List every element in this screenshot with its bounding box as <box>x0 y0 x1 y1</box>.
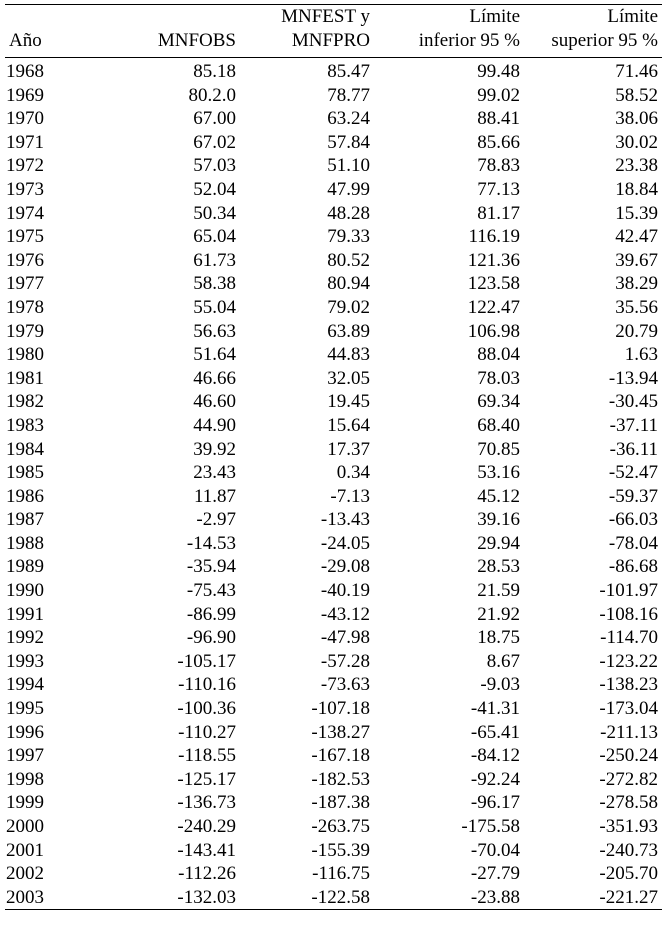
table-body <box>5 58 662 910</box>
table-row <box>5 131 662 155</box>
cell-upper-limit: -36.11 <box>609 438 658 460</box>
table-row <box>5 579 662 603</box>
cell-lower-limit: -27.79 <box>470 863 520 885</box>
cell-mnfobs: 58.38 <box>193 273 236 295</box>
cell-mnfobs: 67.02 <box>193 131 236 153</box>
cell-mnfobs: 46.60 <box>193 391 236 413</box>
cell-year: 1971 <box>6 131 44 153</box>
cell-lower-limit: -9.03 <box>480 674 520 696</box>
cell-upper-limit: 15.39 <box>615 202 658 224</box>
cell-mnfest-mnfpro: -40.19 <box>320 580 370 602</box>
cell-upper-limit: -52.47 <box>608 462 658 484</box>
cell-upper-limit: -86.68 <box>608 556 658 578</box>
cell-year: 1991 <box>6 603 44 625</box>
cell-mnfobs: -96.90 <box>186 627 236 649</box>
cell-upper-limit: -78.04 <box>608 532 658 554</box>
cell-lower-limit: 39.16 <box>477 509 520 531</box>
table-row <box>5 438 662 462</box>
cell-mnfest-mnfpro: -116.75 <box>312 863 370 885</box>
cell-mnfest-mnfpro: -24.05 <box>320 532 370 554</box>
cell-lower-limit: 29.94 <box>477 532 520 554</box>
table-row <box>5 154 662 178</box>
data-table-container <box>5 4 662 910</box>
table-row <box>5 367 662 391</box>
cell-upper-limit: -123.22 <box>599 650 658 672</box>
cell-mnfobs: 67.00 <box>193 108 236 130</box>
table-row <box>5 178 662 202</box>
cell-mnfest-mnfpro: 63.89 <box>327 320 370 342</box>
cell-mnfest-mnfpro: -7.13 <box>330 485 370 507</box>
cell-upper-limit: 42.47 <box>615 226 658 248</box>
cell-upper-limit: -278.58 <box>599 792 658 814</box>
header-upper-limit: Límite superior 95 % <box>524 5 662 58</box>
cell-mnfobs: -86.99 <box>186 603 236 625</box>
cell-year: 1978 <box>6 296 44 318</box>
table-row <box>5 768 662 792</box>
header-year: Año <box>5 5 97 58</box>
data-table <box>5 4 662 910</box>
cell-lower-limit: -23.88 <box>374 886 524 910</box>
cell-year: 2003 <box>5 886 97 910</box>
cell-mnfest-mnfpro: -57.28 <box>320 650 370 672</box>
cell-lower-limit: 53.16 <box>477 462 520 484</box>
cell-year: 1970 <box>6 108 44 130</box>
cell-year: 1993 <box>6 650 44 672</box>
cell-upper-limit: 38.06 <box>615 108 658 130</box>
cell-mnfobs: 46.66 <box>193 367 236 389</box>
cell-year: 1973 <box>6 178 44 200</box>
cell-mnfobs: -136.73 <box>177 792 236 814</box>
cell-mnfest-mnfpro: 0.34 <box>336 462 370 484</box>
cell-year: 1977 <box>6 273 44 295</box>
table-header <box>5 5 662 58</box>
cell-mnfest-mnfpro: -167.18 <box>311 745 370 767</box>
cell-mnfest-mnfpro: 47.99 <box>327 178 370 200</box>
cell-mnfobs: -105.17 <box>177 650 236 672</box>
cell-lower-limit: 121.36 <box>467 249 520 271</box>
table-row <box>5 791 662 815</box>
cell-mnfest-mnfpro: 78.77 <box>327 84 370 106</box>
cell-mnfobs: -125.17 <box>177 768 236 790</box>
table-row <box>5 84 662 108</box>
table-row <box>5 744 662 768</box>
cell-mnfest-mnfpro: 79.33 <box>327 226 370 248</box>
cell-upper-limit: 58.52 <box>615 84 658 106</box>
cell-mnfest-mnfpro: 80.94 <box>327 273 370 295</box>
cell-mnfest-mnfpro: 15.64 <box>327 414 370 436</box>
header-lower-limit: Límite inferior 95 % <box>374 5 524 58</box>
cell-year: 1985 <box>6 462 44 484</box>
cell-year: 1983 <box>6 414 44 436</box>
cell-mnfest-mnfpro: 57.84 <box>327 131 370 153</box>
cell-lower-limit: 69.34 <box>477 391 520 413</box>
cell-mnfest-mnfpro: -187.38 <box>311 792 370 814</box>
cell-lower-limit: 70.85 <box>477 438 520 460</box>
table-row <box>5 485 662 509</box>
cell-mnfobs: 52.04 <box>193 178 236 200</box>
cell-upper-limit: 1.63 <box>624 344 658 366</box>
table-row <box>5 296 662 320</box>
table-row <box>5 58 662 84</box>
cell-lower-limit: 18.75 <box>477 627 520 649</box>
cell-lower-limit: -175.58 <box>461 816 520 837</box>
cell-upper-limit: 71.46 <box>615 61 658 82</box>
cell-mnfest-mnfpro: 17.37 <box>327 438 370 460</box>
cell-mnfobs: 55.04 <box>193 296 236 318</box>
cell-mnfobs: -240.29 <box>177 816 236 837</box>
cell-year: 1982 <box>6 391 44 413</box>
cell-upper-limit: 30.02 <box>615 131 658 153</box>
cell-lower-limit: 77.13 <box>477 178 520 200</box>
table-row <box>5 320 662 344</box>
cell-upper-limit: -221.27 <box>524 886 662 910</box>
table-row <box>5 697 662 721</box>
cell-upper-limit: -108.16 <box>599 603 658 625</box>
cell-mnfest-mnfpro: 80.52 <box>327 249 370 271</box>
cell-mnfobs: 51.64 <box>193 344 236 366</box>
cell-mnfobs: 23.43 <box>193 462 236 484</box>
cell-upper-limit: -173.04 <box>599 698 658 720</box>
cell-mnfobs: 39.92 <box>193 438 236 460</box>
header-mnfobs: MNFOBS <box>97 5 240 58</box>
table-row <box>5 886 662 910</box>
cell-year: 1995 <box>6 698 44 720</box>
cell-lower-limit: 78.83 <box>477 155 520 177</box>
cell-lower-limit: -65.41 <box>470 721 520 743</box>
cell-year: 1981 <box>6 367 44 389</box>
cell-mnfobs: -132.03 <box>97 886 240 910</box>
cell-year: 1994 <box>6 674 44 696</box>
cell-mnfobs: -35.94 <box>186 556 236 578</box>
cell-mnfobs: -14.53 <box>186 532 236 554</box>
cell-mnfest-mnfpro: 85.47 <box>327 61 370 82</box>
cell-mnfobs: -2.97 <box>196 509 236 531</box>
cell-lower-limit: 106.98 <box>467 320 520 342</box>
cell-year: 1998 <box>6 768 44 790</box>
table-row <box>5 414 662 438</box>
table-row <box>5 650 662 674</box>
cell-mnfobs: 61.73 <box>193 249 236 271</box>
cell-upper-limit: -351.93 <box>599 816 658 837</box>
header-row <box>5 5 662 58</box>
cell-upper-limit: 38.29 <box>615 273 658 295</box>
cell-mnfest-mnfpro: -47.98 <box>320 627 370 649</box>
cell-upper-limit: 23.38 <box>615 155 658 177</box>
cell-upper-limit: -211.13 <box>600 721 658 743</box>
cell-lower-limit: 78.03 <box>477 367 520 389</box>
cell-lower-limit: 88.41 <box>477 108 520 130</box>
table-row <box>5 249 662 273</box>
cell-lower-limit: -84.12 <box>470 745 520 767</box>
cell-upper-limit: -37.11 <box>609 414 658 436</box>
cell-year: 2000 <box>6 816 44 837</box>
cell-upper-limit: 35.56 <box>615 296 658 318</box>
cell-mnfobs: 80.2.0 <box>188 84 236 106</box>
cell-lower-limit: -96.17 <box>470 792 520 814</box>
cell-mnfest-mnfpro: -155.39 <box>311 839 370 861</box>
cell-upper-limit: -101.97 <box>599 580 658 602</box>
cell-upper-limit: -13.94 <box>608 367 658 389</box>
cell-mnfobs: 44.90 <box>193 414 236 436</box>
cell-mnfest-mnfpro: -107.18 <box>311 698 370 720</box>
cell-lower-limit: 28.53 <box>477 556 520 578</box>
cell-mnfobs: -112.26 <box>178 863 236 885</box>
cell-mnfest-mnfpro: -182.53 <box>311 768 370 790</box>
cell-year: 1990 <box>6 580 44 602</box>
cell-year: 1979 <box>6 320 44 342</box>
cell-year: 1976 <box>6 249 44 271</box>
cell-year: 1988 <box>6 532 44 554</box>
cell-upper-limit: -30.45 <box>608 391 658 413</box>
cell-lower-limit: 21.92 <box>477 603 520 625</box>
cell-year: 1975 <box>6 226 44 248</box>
cell-upper-limit: -272.82 <box>599 768 658 790</box>
table-row <box>5 815 662 839</box>
table-row <box>5 107 662 131</box>
cell-lower-limit: 8.67 <box>486 650 520 672</box>
cell-lower-limit: 81.17 <box>477 202 520 224</box>
table-row <box>5 721 662 745</box>
cell-upper-limit: -66.03 <box>608 509 658 531</box>
cell-lower-limit: -70.04 <box>470 839 520 861</box>
cell-year: 1986 <box>6 485 44 507</box>
cell-year: 1997 <box>6 745 44 767</box>
cell-mnfobs: 56.63 <box>193 320 236 342</box>
cell-upper-limit: -59.37 <box>608 485 658 507</box>
cell-year: 1980 <box>6 344 44 366</box>
cell-mnfobs: -118.55 <box>178 745 236 767</box>
cell-upper-limit: -240.73 <box>599 839 658 861</box>
cell-year: 1992 <box>6 627 44 649</box>
cell-mnfobs: 85.18 <box>193 61 236 82</box>
cell-mnfest-mnfpro: -73.63 <box>320 674 370 696</box>
cell-year: 1989 <box>6 556 44 578</box>
cell-year: 2001 <box>6 839 44 861</box>
cell-mnfest-mnfpro: -13.43 <box>320 509 370 531</box>
cell-upper-limit: 20.79 <box>615 320 658 342</box>
cell-mnfobs: 57.03 <box>193 155 236 177</box>
table-row <box>5 839 662 863</box>
table-row <box>5 626 662 650</box>
cell-lower-limit: 123.58 <box>467 273 520 295</box>
cell-upper-limit: -205.70 <box>599 863 658 885</box>
cell-mnfobs: -110.16 <box>178 674 236 696</box>
table-row <box>5 343 662 367</box>
table-row <box>5 603 662 627</box>
cell-lower-limit: 99.48 <box>477 61 520 82</box>
table-row <box>5 390 662 414</box>
cell-upper-limit: -114.70 <box>600 627 658 649</box>
cell-mnfest-mnfpro: 48.28 <box>327 202 370 224</box>
table-row <box>5 673 662 697</box>
table-row <box>5 862 662 886</box>
cell-lower-limit: 88.04 <box>477 344 520 366</box>
cell-upper-limit: 39.67 <box>615 249 658 271</box>
cell-mnfobs: -143.41 <box>177 839 236 861</box>
cell-mnfest-mnfpro: -29.08 <box>320 556 370 578</box>
cell-mnfest-mnfpro: 51.10 <box>327 155 370 177</box>
cell-mnfest-mnfpro: -263.75 <box>311 816 370 837</box>
cell-lower-limit: -92.24 <box>470 768 520 790</box>
cell-year: 1974 <box>6 202 44 224</box>
cell-lower-limit: 68.40 <box>477 414 520 436</box>
cell-year: 2002 <box>6 863 44 885</box>
cell-year: 1968 <box>6 61 44 82</box>
cell-upper-limit: 18.84 <box>615 178 658 200</box>
header-mnfest-mnfpro: MNFEST y MNFPRO <box>240 5 374 58</box>
table-row <box>5 461 662 485</box>
table-row <box>5 202 662 226</box>
cell-mnfest-mnfpro: 44.83 <box>327 344 370 366</box>
cell-mnfobs: 11.87 <box>193 485 236 507</box>
table-row <box>5 555 662 579</box>
cell-year: 1969 <box>6 84 44 106</box>
cell-upper-limit: -138.23 <box>599 674 658 696</box>
cell-lower-limit: 85.66 <box>477 131 520 153</box>
cell-mnfobs: -110.27 <box>178 721 236 743</box>
cell-lower-limit: 116.19 <box>468 226 520 248</box>
cell-mnfobs: 50.34 <box>193 202 236 224</box>
cell-year: 1987 <box>6 509 44 531</box>
table-row <box>5 532 662 556</box>
cell-mnfest-mnfpro: -122.58 <box>240 886 374 910</box>
cell-mnfest-mnfpro: -43.12 <box>320 603 370 625</box>
cell-year: 1996 <box>6 721 44 743</box>
cell-mnfest-mnfpro: 63.24 <box>327 108 370 130</box>
cell-mnfest-mnfpro: 32.05 <box>327 367 370 389</box>
cell-mnfest-mnfpro: 79.02 <box>327 296 370 318</box>
cell-lower-limit: 21.59 <box>477 580 520 602</box>
cell-mnfest-mnfpro: 19.45 <box>327 391 370 413</box>
cell-year: 1984 <box>6 438 44 460</box>
cell-mnfobs: -100.36 <box>177 698 236 720</box>
cell-lower-limit: -41.31 <box>470 698 520 720</box>
cell-lower-limit: 99.02 <box>477 84 520 106</box>
table-row <box>5 225 662 249</box>
cell-upper-limit: -250.24 <box>599 745 658 767</box>
cell-mnfobs: -75.43 <box>186 580 236 602</box>
table-row <box>5 272 662 296</box>
cell-year: 1972 <box>6 155 44 177</box>
cell-lower-limit: 45.12 <box>477 485 520 507</box>
cell-mnfest-mnfpro: -138.27 <box>311 721 370 743</box>
cell-year: 1999 <box>6 792 44 814</box>
cell-lower-limit: 122.47 <box>467 296 520 318</box>
table-row <box>5 508 662 532</box>
cell-mnfobs: 65.04 <box>193 226 236 248</box>
